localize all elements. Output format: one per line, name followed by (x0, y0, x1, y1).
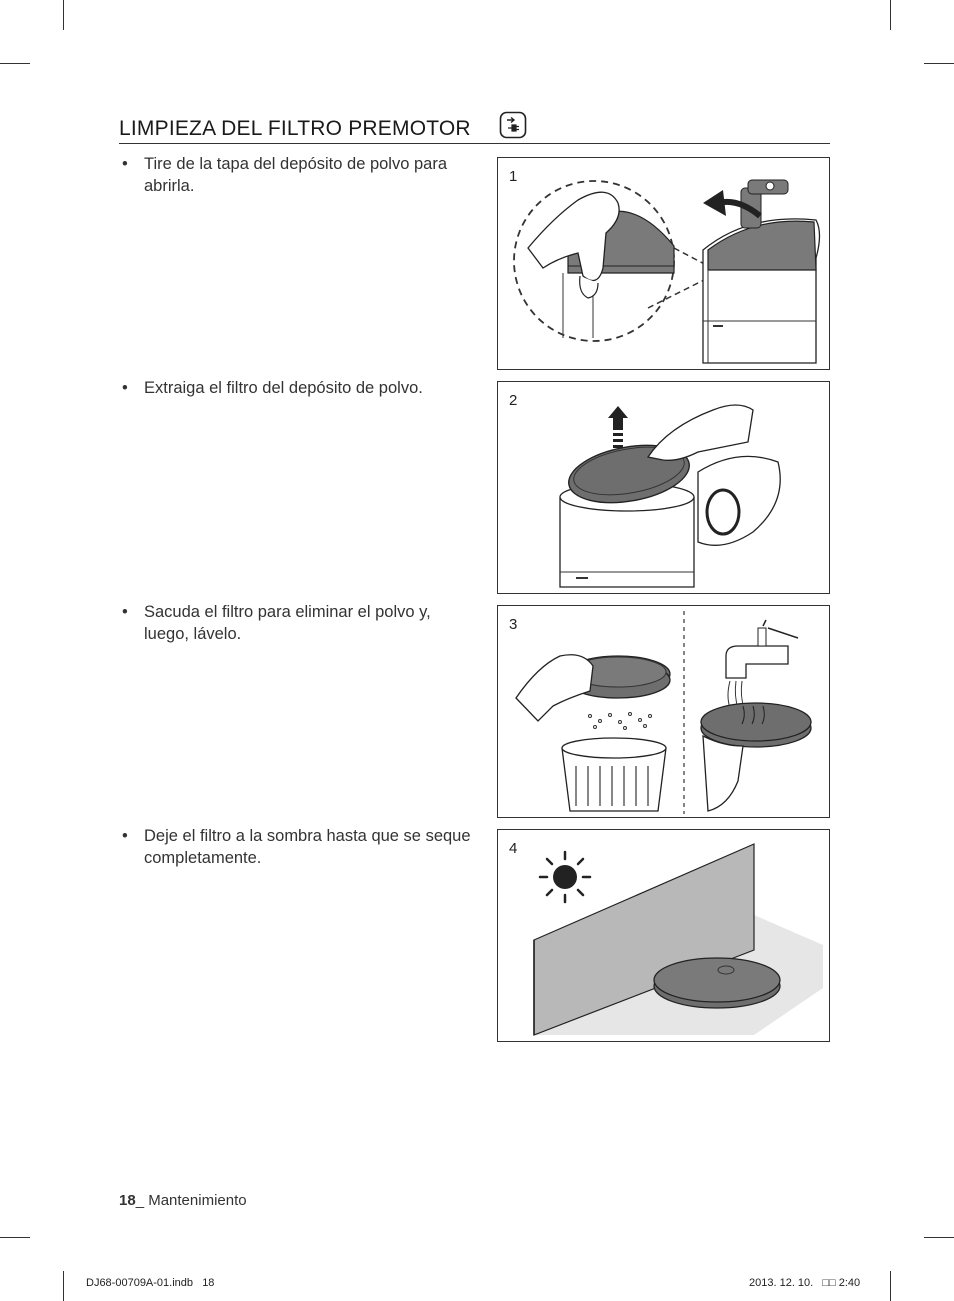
crop-mark (924, 1237, 954, 1238)
filter-removal-illustration (498, 382, 831, 595)
print-slug-date: 2013. 12. 10. □□ 2:40 (749, 1277, 861, 1289)
bullet: • (122, 827, 128, 845)
dust-bin-lid-illustration (498, 158, 831, 371)
shake-and-wash-illustration (498, 606, 831, 819)
unplug-icon (499, 111, 527, 139)
step-4-illustration (497, 829, 830, 1042)
step-number: 1 (509, 168, 518, 185)
step-3-text: • Sacuda el filtro para eliminar el polvo y, luego, lávelo. (122, 603, 431, 643)
step-1-text: • Tire de la tapa del depósito de polvo para abrirla. (122, 155, 448, 195)
crop-mark (0, 1237, 30, 1238)
heading-rule (119, 143, 830, 144)
crop-mark (63, 0, 64, 30)
page-number: 18 (119, 1192, 136, 1209)
step-number: 2 (509, 392, 518, 409)
section-title: LIMPIEZA DEL FILTRO PREMOTOR (119, 117, 471, 140)
crop-mark (924, 63, 954, 64)
step-number: 3 (509, 616, 518, 633)
drying-in-shade-illustration (498, 830, 831, 1043)
crop-mark (890, 1271, 891, 1301)
step-number: 4 (509, 840, 518, 857)
step-2-illustration (497, 381, 830, 594)
bullet: • (122, 603, 128, 621)
bullet: • (122, 379, 128, 397)
step-3-illustration (497, 605, 830, 818)
step-1-illustration (497, 157, 830, 370)
footer-separator: _ (135, 1192, 149, 1209)
crop-mark (0, 63, 30, 64)
crop-mark (890, 0, 891, 30)
step-2-text: • Extraiga el filtro del depósito de polvo. (122, 379, 423, 397)
footer-section: Mantenimiento (148, 1192, 247, 1209)
crop-mark (63, 1271, 64, 1301)
step-4-text: • Deje el filtro a la sombra hasta que se seque completamente. (122, 827, 471, 867)
bullet: • (122, 155, 128, 173)
print-slug-file: DJ68-00709A-01.indb 18 (86, 1277, 215, 1289)
page-footer (119, 1192, 247, 1209)
